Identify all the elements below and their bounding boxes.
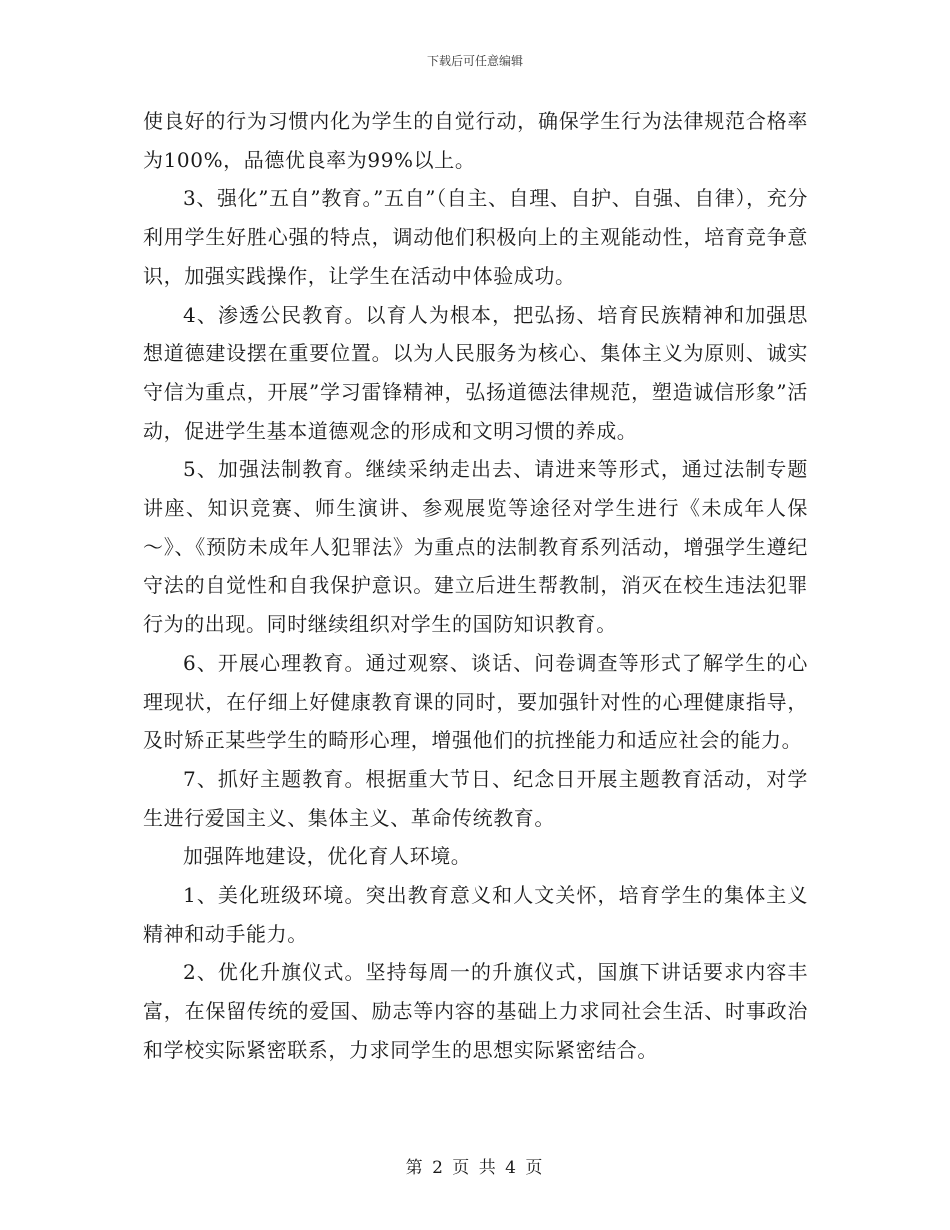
paragraph-class-environment: 1、美化班级环境。突出教育意义和人文关怀，培育学生的集体主义精神和动手能力。	[143, 883, 808, 946]
paragraph-legal-education: 5、加强法制教育。继续采纳走出去、请进来等形式，通过法制专题讲座、知识竞赛、师生演讲、参观展览等途径对学生进行《未成年人保～》、《预防未成年人犯罪法》为重点的法制教育系列活动，增强学生遵纪守法的自觉性和自我保护意识。建立后进生帮教制，消灭在校生违法犯罪行为的出现。同时继续组织对学生的国防知识教育。	[143, 457, 808, 637]
paragraph-flag-ceremony: 2、优化升旗仪式。坚持每周一的升旗仪式，国旗下讲话要求内容丰富，在保留传统的爱国、励志等内容的基础上力求同社会生活、时事政治和学校实际紧密联系，力求同学生的思想实际紧密结合。	[143, 960, 808, 1062]
paragraph-civic-education: 4、渗透公民教育。以育人为根本，把弘扬、培育民族精神和加强思想道德建设摆在重要位置。以为人民服务为核心、集体主义为原则、诚实守信为重点，开展”学习雷锋精神，弘扬道德法律规范，塑造诚信形象”活动，促进学生基本道德观念的形成和文明习惯的养成。	[143, 302, 808, 443]
paragraph-five-self-education: 3、强化”五自”教育。”五自”（自主、自理、自护、自强、自律），充分利用学生好胜心强的特点，调动他们积极向上的主观能动性，培育竞争意识，加强实践操作，让学生在活动中体验成功。	[143, 186, 808, 288]
page-number-footer: 第 2 页 共 4 页	[405, 1158, 545, 1178]
paragraph-section-heading: 加强阵地建设，优化育人环境。	[183, 844, 472, 869]
paragraph-theme-education: 7、抓好主题教育。根据重大节日、纪念日开展主题教育活动，对学生进行爱国主义、集体主义、革命传统教育。	[143, 766, 808, 830]
document-body	[143, 102, 808, 1070]
page-header: 下载后可任意编辑	[426, 54, 523, 68]
paragraph-behavior-habits: 使良好的行为习惯内化为学生的自觉行动，确保学生行为法律规范合格率为100%，品德优良率为99%以上。	[143, 109, 808, 172]
paragraph-psychology-education: 6、开展心理教育。通过观察、谈话、问卷调查等形式了解学生的心理现状，在仔细上好健康教育课的同时，要加强针对性的心理健康指导，及时矫正某些学生的畸形心理，增强他们的抗挫能力和适应社会的能力。	[143, 650, 808, 753]
